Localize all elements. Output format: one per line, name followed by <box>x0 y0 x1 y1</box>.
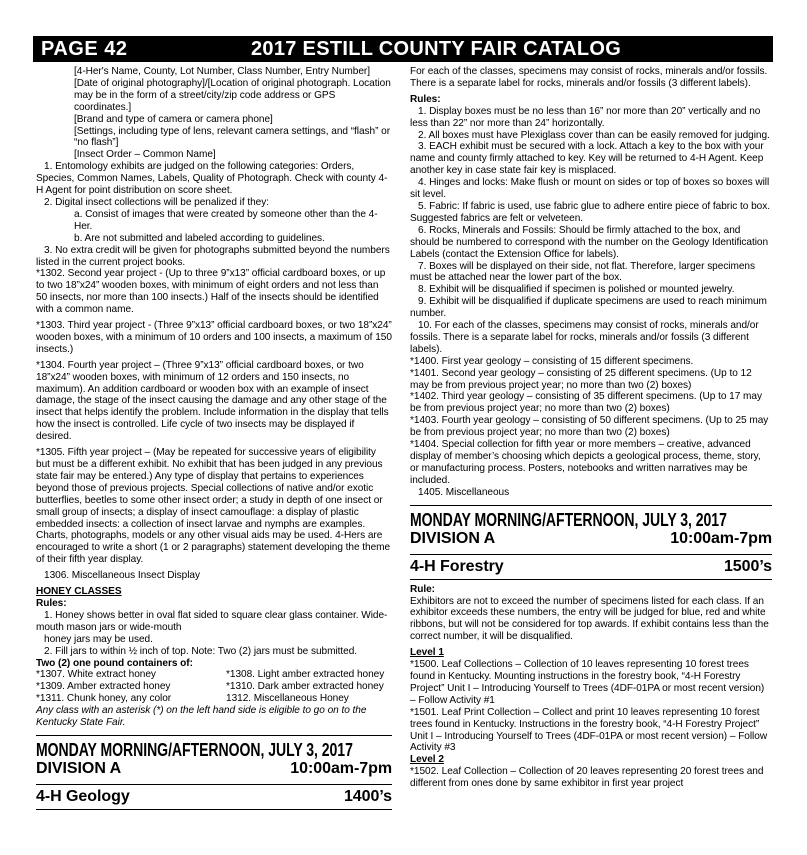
schedule-day: MONDAY MORNING/AFTERNOON, JULY 3, 2017 <box>36 739 353 760</box>
geology-class: *1401. Second year geology – consisting of 25 different specimens. (Up to 12 may be from previous project year; no more than two (2) boxes) <box>410 367 752 391</box>
geology-rule: 4. Hinges and locks: Make flush or mount on sides or top of boxes so boxes will sit level. <box>410 177 770 201</box>
class-1502: *1502. Leaf Collection – Collection of 20 leaves representing 20 forest trees and different from ones done by same exhibitor in first year project <box>410 766 764 790</box>
geology-rule: 10. For each of the classes, specimens may consist of rocks, minerals and/or fossils. There is a separate label for rocks, minerals and/or fossils (3 different labels). <box>410 320 759 355</box>
division-label: DIVISION A <box>36 759 122 777</box>
geology-class: *1400. First year geology – consisting of 15 different specimens. <box>410 355 694 367</box>
class-1500: *1500. Leaf Collections – Collection of 10 leaves representing 10 forest trees found in Kentucky. Mounting instructions in the forestry book, “4-H Forestry Project” Unit I – Introducing Yourself to Trees (4DF-01PA or most recent version) – Follow Activity #1 <box>410 659 765 706</box>
honey-class: *1307. White extract honey <box>36 669 156 681</box>
honey-rule-1-cont: honey jars may be used. <box>44 633 153 645</box>
entomology-rule-2a: a. Consist of images that were created by someone other than the 4-Her. <box>74 208 378 232</box>
right-column <box>410 66 772 790</box>
department-name: 4-H Geology <box>36 787 130 805</box>
geology-rule: 7. Boxes will be displayed on their side, not flat. Therefore, larger specimens must be attached near the lower part of the box. <box>410 260 755 284</box>
class-1303: *1303. Third year project - (Three 9”x13” official cardboard boxes, or two 18”x24” wooden boxes, with a minimum of 10 orders and 100 insects, a maximum of 150 insects.) <box>36 320 392 355</box>
department-row <box>410 554 772 580</box>
honey-class-row <box>36 693 392 705</box>
geology-rule: 6. Rocks, Minerals and Fossils: Should be firmly attached to the box, and should be numbered to correspond with the number on the Geology Identification Labels (contact the Extension Office for labels). <box>410 224 769 260</box>
label-line: [Brand and type of camera or camera phone] <box>74 113 273 125</box>
honey-classes-heading: HONEY CLASSES <box>36 586 122 598</box>
honey-class-row <box>36 669 392 681</box>
label-line: [4-Her's Name, County, Lot Number, Class Number, Entry Number] <box>74 66 370 77</box>
division-time: 10:00am-7pm <box>670 529 772 547</box>
level-2-heading: Level 2 <box>410 754 444 766</box>
geology-class: *1402. Third year geology – consisting of 35 different specimens. (Up to 17 may be from previous project year; no more than two (2) boxes) <box>410 391 762 415</box>
honey-rules-label: Rules: <box>36 597 67 609</box>
department-number: 1500’s <box>723 557 772 575</box>
geology-class: *1404. Special collection for fifth year or more members – creative, advanced display of member’s choosing which depicts a geological process, theme, story, or manufacturing process. Posters, notebooks and written narratives may be included. <box>410 439 761 486</box>
entomology-rule-3: 3. No extra credit will be given for photographs submitted beyond the numbers listed in the current project books. <box>36 244 390 268</box>
entomology-rule-2b: b. Are not submitted and labeled according to guidelines. <box>74 232 325 244</box>
level-1-heading: Level 1 <box>410 647 444 659</box>
catalog-title: 2017 ESTILL COUNTY FAIR CATALOG <box>251 38 622 60</box>
schedule-division-row <box>410 530 772 548</box>
geology-class: *1403. Fourth year geology – consisting of 50 different specimens. (Up to 25 may be from previous project year; no more than two (2) boxes) <box>410 415 769 439</box>
honey-class: 1312. Miscellaneous Honey <box>226 693 349 705</box>
department-name: 4-H Forestry <box>410 557 504 575</box>
honey-subheading: Two (2) one pound containers of: <box>36 657 193 669</box>
entomology-rule-2: 2. Digital insect collections will be penalized if they: <box>44 196 269 208</box>
geology-rule: 5. Fabric: If fabric is used, use fabric glue to adhere entire piece of fabric to box. Suggested fabrics are felt or velveteen. <box>410 200 770 224</box>
schedule-day: MONDAY MORNING/AFTERNOON, JULY 3, 2017 <box>410 509 727 530</box>
label-line: [Settings, including type of lens, relevant camera settings, and “flash” or “no flash”] <box>74 125 391 149</box>
geology-schedule-block <box>36 735 392 810</box>
geology-rule: 8. Exhibit will be disqualified if specimen is polished or mounted jewelry. <box>418 284 735 296</box>
honey-class: *1309. Amber extracted honey <box>36 681 171 693</box>
division-time: 10:00am-7pm <box>290 759 392 777</box>
geology-rule: 3. EACH exhibit must be secured with a lock. Attach a key to the box with your name and county firmly attached to key. Key will be returned to 4-H Agent. Keep another key in case state fair key is misplaced. <box>410 141 764 177</box>
honey-class: *1311. Chunk honey, any color <box>36 693 172 705</box>
geology-class: 1405. Miscellaneous <box>418 486 510 498</box>
geology-rule: 9. Exhibit will be disqualified if duplicate specimens are used to reach minimum number. <box>410 296 767 320</box>
asterisk-note: Any class with an asterisk (*) on the left hand side is eligible to go on to the Kentucky State Fair. <box>36 705 367 729</box>
page-number: PAGE 42 <box>41 38 128 60</box>
geology-rules-label: Rules: <box>410 93 441 105</box>
schedule-division-row <box>36 760 392 778</box>
class-1305: *1305. Fifth year project – (May be repeated for successive years of eligibility but must be a different exhibit. No exhibit that has been judged in any previous state fair may be entered.) Any type of display that pertains to experiences beyond those of previous projects. Special collections of native and/or exotic butterflies, beetles to some other insect order; a study in depth of one insect or small group of insects; a display of insect camouflage: a display of plastic embedded insects: a collection of insect larvae and nymphs are examples. Charts, photographs, models or any other visual aids may be used. 4-Hers are encouraged to write a short (1 or 2 paragraphs) statement developing the theme of their fifth year display. <box>36 447 391 566</box>
class-1306: 1306. Miscellaneous Insect Display <box>44 570 200 582</box>
honey-rule-2: 2. Fill jars to within ½ inch of top. Note: Two (2) jars must be submitted. <box>44 645 358 657</box>
forestry-rule-label: Rule: <box>410 583 435 595</box>
forestry-schedule-block <box>410 505 772 580</box>
label-line: [Date of original photography]/[Location of original photograph. Location may be in the form of a street/city/zip code address or GPS coordinates.] <box>74 77 391 113</box>
geology-intro: For each of the classes, specimens may consist of rocks, minerals and/or fossils. There is a separate label for rocks, minerals and/or fossils (3 different labels). <box>410 66 768 89</box>
honey-class: *1310. Dark amber extracted honey <box>226 681 384 693</box>
division-label: DIVISION A <box>410 529 496 547</box>
department-row <box>36 784 392 810</box>
page-header-banner <box>33 36 773 62</box>
honey-rule-1: 1. Honey shows better in oval flat sided to square clear glass container. Wide-mouth mason jars or wide-mouth <box>36 609 388 633</box>
label-line: [Insect Order – Common Name] <box>74 149 216 161</box>
class-1501: *1501. Leaf Print Collection – Collect and print 10 leaves representing 10 forest trees found in Kentucky. Instructions in the forestry book, “4-H Forestry Project” Unit I – Introducing Yourself to Trees (4DF-01PA or most recent version) – Follow Activity #3 <box>410 706 768 754</box>
class-1304: *1304. Fourth year project – (Three 9”x13” official cardboard boxes, or two 18”x24” wooden boxes, with minimum of 12 orders and 150 insects, no maximum). An addition cardboard or wooden box with an example of insect damage, the stage of the insect causing the damage and any other stage of the insect that helps identify the problem. Include information in the display that tells how the insect is controlled. Life cycle of two insects may be displayed if desired. <box>36 359 389 443</box>
entomology-rule-1: 1. Entomology exhibits are judged on the following categories: Orders, Species, Common Names, Labels, Quality of Photograph. Check with county 4-H Agent for point distribution on score sheet. <box>36 161 388 197</box>
department-number: 1400’s <box>343 787 392 805</box>
left-column <box>36 66 392 810</box>
geology-rule: 1. Display boxes must be no less than 16” nor more than 20” vertically and no less than 22” nor more than 24” horizontally. <box>410 105 761 129</box>
class-1302: *1302. Second year project - (Up to three 9”x13” official cardboard boxes, or up to two 18”x24” wooden boxes, with minimum of eight orders and not less than 50 insects, nor more than 100 insects.) Half of the insects should be identified with a common name. <box>36 268 386 316</box>
honey-class-row <box>36 681 392 693</box>
geology-rule: 2. All boxes must have Plexiglass cover than can be easily removed for judging. <box>418 129 770 141</box>
honey-class: *1308. Light amber extracted honey <box>226 669 385 681</box>
forestry-rule-text: Exhibitors are not to exceed the number of specimens listed for each class. If an exhibitor exceeds these numbers, the entry will be judged for blue, red and white ribbons, but will not be considered for top awards. If exhibit contains less than the correct number, it will be disqualified. <box>410 595 769 643</box>
